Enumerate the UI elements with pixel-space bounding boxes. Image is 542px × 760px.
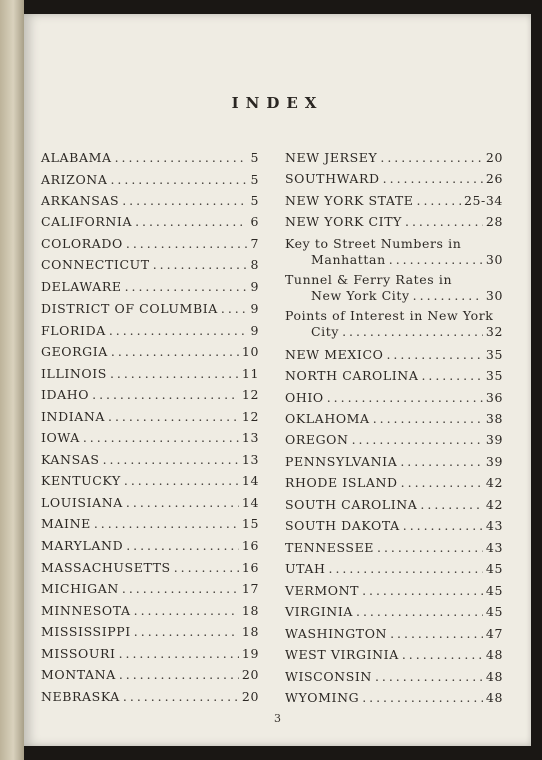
index-entry <box>285 193 503 209</box>
index-entry-name: OREGON <box>285 432 349 447</box>
index-entry-name: DISTRICT OF COLUMBIA <box>41 301 218 316</box>
index-entry <box>41 581 259 597</box>
index-entry-name: Points of Interest in New York <box>285 308 494 323</box>
index-entry-page: 16 <box>241 538 259 553</box>
index-entry <box>41 624 259 640</box>
index-entry-name-continued: City <box>311 324 340 339</box>
index-entry-name: Key to Street Numbers in <box>285 236 462 251</box>
index-entry-name: NEW MEXICO <box>285 347 384 362</box>
index-entry-name: Tunnel & Ferry Rates in <box>285 272 453 287</box>
index-entry <box>285 432 503 448</box>
dot-leader <box>401 475 483 491</box>
index-entry <box>285 561 503 577</box>
facing-page-edge <box>0 0 24 760</box>
dot-leader <box>108 409 239 425</box>
dot-leader <box>373 411 483 427</box>
dot-leader <box>122 581 239 597</box>
index-entry-page: 30 <box>485 252 503 267</box>
index-entry-name: NEW YORK CITY <box>285 214 402 229</box>
index-entry-name: IOWA <box>41 430 80 445</box>
index-entry-page: 42 <box>485 497 503 512</box>
dot-leader <box>400 454 483 470</box>
index-entry-page: 35 <box>485 368 503 383</box>
index-entry-name: CONNECTICUT <box>41 257 150 272</box>
dot-leader <box>134 624 239 640</box>
index-entry <box>285 368 503 384</box>
index-entry <box>285 347 503 363</box>
index-entry-page: 9 <box>250 301 259 316</box>
index-entry <box>41 430 259 446</box>
page-number: 3 <box>274 712 281 725</box>
index-entry-name: PENNSYLVANIA <box>285 454 398 469</box>
index-entry-page: 15 <box>241 516 259 531</box>
index-entry-page: 43 <box>485 518 503 533</box>
index-entry-page: 18 <box>241 603 259 618</box>
dot-leader <box>109 323 248 339</box>
index-entry-page: 5 <box>250 150 259 165</box>
index-entry-name: SOUTHWARD <box>285 171 380 186</box>
dot-leader <box>417 193 461 209</box>
index-entry <box>41 150 259 166</box>
index-entry-page: 26 <box>485 171 503 186</box>
index-entry <box>285 604 503 620</box>
index-entry-name: KANSAS <box>41 452 100 467</box>
dot-leader <box>110 172 247 188</box>
index-entry-name: IDAHO <box>41 387 90 402</box>
index-entry-page: 36 <box>485 390 503 405</box>
index-entry <box>285 647 503 663</box>
index-entry-name: WISCONSIN <box>285 669 372 684</box>
index-entry-page: 20 <box>485 150 503 165</box>
index-entry-page: 5 <box>250 172 259 187</box>
dot-leader <box>119 646 239 662</box>
index-entry-name: NEBRASKA <box>41 689 120 704</box>
index-entry <box>285 411 503 427</box>
index-entry <box>285 518 503 534</box>
index-entry-page: 8 <box>250 257 259 272</box>
index-entry-page: 32 <box>485 324 503 339</box>
index-entry-page: 7 <box>250 236 259 251</box>
index-entry-page: 12 <box>241 387 259 402</box>
index-entry-page: 48 <box>485 669 503 684</box>
dot-leader <box>327 390 483 406</box>
index-entry-page: 12 <box>241 409 259 424</box>
dot-leader <box>110 366 239 382</box>
index-entry <box>285 497 503 513</box>
index-entry <box>285 272 503 304</box>
index-entry-page: 39 <box>485 454 503 469</box>
index-entry-name: MAINE <box>41 516 91 531</box>
dot-leader <box>342 324 483 340</box>
index-entry-page: 48 <box>485 647 503 662</box>
index-entry <box>285 171 503 187</box>
dot-leader <box>413 288 483 304</box>
index-entry <box>41 409 259 425</box>
index-entry-name: WASHINGTON <box>285 626 388 641</box>
index-entry <box>41 689 259 705</box>
dot-leader <box>153 257 248 273</box>
dot-leader <box>375 669 483 685</box>
index-entry <box>41 279 259 295</box>
index-entry <box>41 387 259 403</box>
index-entry <box>41 214 259 230</box>
index-entry-page: 10 <box>241 344 259 359</box>
index-entry-name: GEORGIA <box>41 344 108 359</box>
index-entry <box>285 690 503 706</box>
index-entry <box>41 603 259 619</box>
index-entry-name: MISSOURI <box>41 646 116 661</box>
index-entry-name-continued: Manhattan <box>311 252 386 267</box>
index-entry-page: 39 <box>485 432 503 447</box>
index-entry <box>41 495 259 511</box>
index-entry-name: OKLAHOMA <box>285 411 370 426</box>
index-entry <box>41 193 259 209</box>
index-entry-page: 19 <box>241 646 259 661</box>
index-entry-page: 42 <box>485 475 503 490</box>
dot-leader <box>174 560 239 576</box>
index-entry-name: DELAWARE <box>41 279 122 294</box>
index-entry <box>285 308 503 340</box>
index-entry <box>41 301 259 317</box>
dot-leader <box>380 150 483 166</box>
index-entry <box>41 516 259 532</box>
index-entry-page: 25-34 <box>463 193 503 208</box>
index-entry-name: MASSACHUSETTS <box>41 560 171 575</box>
index-entry-name: SOUTH DAKOTA <box>285 518 400 533</box>
index-entry <box>41 667 259 683</box>
index-entry-page: 43 <box>485 540 503 555</box>
dot-leader <box>122 193 247 209</box>
index-entry-name: RHODE ISLAND <box>285 475 398 490</box>
index-entry-page: 9 <box>250 323 259 338</box>
index-entry-name: MISSISSIPPI <box>41 624 131 639</box>
index-entry-page: 28 <box>485 214 503 229</box>
index-entry <box>285 390 503 406</box>
index-entry-name: MINNESOTA <box>41 603 131 618</box>
index-entry-name: ARKANSAS <box>41 193 120 208</box>
dot-leader <box>125 279 248 295</box>
index-entry <box>285 626 503 642</box>
index-entry-name: CALIFORNIA <box>41 214 133 229</box>
index-entry-page: 9 <box>250 279 259 294</box>
index-entry-name: SOUTH CAROLINA <box>285 497 418 512</box>
page-title: INDEX <box>231 94 324 112</box>
index-entry-name: MICHIGAN <box>41 581 119 596</box>
dot-leader <box>403 518 483 534</box>
dot-leader <box>126 236 248 252</box>
index-entry-name: INDIANA <box>41 409 106 424</box>
dot-leader <box>119 667 239 683</box>
dot-leader <box>356 604 483 620</box>
index-entry-name: FLORIDA <box>41 323 106 338</box>
index-entry-name: ALABAMA <box>41 150 112 165</box>
index-entry-page: 30 <box>485 288 503 303</box>
index-entry-page: 11 <box>241 366 259 381</box>
dot-leader <box>111 344 239 360</box>
index-entry-name: MONTANA <box>41 667 116 682</box>
index-entry-name: OHIO <box>285 390 324 405</box>
index-entry-page: 20 <box>241 667 259 682</box>
index-entry <box>41 452 259 468</box>
index-entry-name: TENNESSEE <box>285 540 375 555</box>
index-entry <box>41 172 259 188</box>
index-entry-name: WYOMING <box>285 690 360 705</box>
index-entry <box>41 366 259 382</box>
index-entry <box>41 560 259 576</box>
index-entry-name: VERMONT <box>285 583 360 598</box>
dot-leader <box>115 150 248 166</box>
index-entry-page: 17 <box>241 581 259 596</box>
index-entry <box>41 344 259 360</box>
index-entry-name: MARYLAND <box>41 538 124 553</box>
index-entry-name: LOUISIANA <box>41 495 123 510</box>
index-entry-page: 13 <box>241 452 259 467</box>
index-entry <box>41 257 259 273</box>
dot-leader <box>329 561 483 577</box>
index-entry-page: 47 <box>485 626 503 641</box>
dot-leader <box>92 387 239 403</box>
index-entry-page: 45 <box>485 583 503 598</box>
index-entry-page: 45 <box>485 561 503 576</box>
dot-leader <box>126 538 239 554</box>
dot-leader <box>135 214 247 230</box>
index-entry <box>285 454 503 470</box>
index-entry <box>41 236 259 252</box>
index-entry-name: NEW JERSEY <box>285 150 378 165</box>
dot-leader <box>405 214 483 230</box>
dot-leader <box>83 430 239 446</box>
dot-leader <box>402 647 483 663</box>
index-entry <box>285 214 503 230</box>
dot-leader <box>386 347 482 363</box>
index-entry-name: ARIZONA <box>41 172 108 187</box>
index-entry-name: NEW YORK STATE <box>285 193 414 208</box>
index-entry-page: 13 <box>241 430 259 445</box>
index-entry-name: NORTH CAROLINA <box>285 368 419 383</box>
dot-leader <box>383 171 483 187</box>
index-entry <box>285 540 503 556</box>
dot-leader <box>420 497 482 513</box>
index-entry-page: 38 <box>485 411 503 426</box>
index-entry-page: 5 <box>250 193 259 208</box>
index-entry-page: 48 <box>485 690 503 705</box>
index-entry <box>285 669 503 685</box>
index-entry-page: 14 <box>241 495 259 510</box>
index-entry-name: ILLINOIS <box>41 366 107 381</box>
index-entry-name-continued: New York City <box>311 288 410 303</box>
index-entry-page: 6 <box>250 214 259 229</box>
index-entry <box>41 538 259 554</box>
index-entry <box>285 475 503 491</box>
index-page <box>24 14 531 746</box>
index-entry-page: 20 <box>241 689 259 704</box>
dot-leader <box>126 495 239 511</box>
index-entry <box>285 583 503 599</box>
dot-leader <box>377 540 483 556</box>
dot-leader <box>421 368 482 384</box>
dot-leader <box>221 301 248 317</box>
dot-leader <box>352 432 483 448</box>
index-entry-page: 18 <box>241 624 259 639</box>
dot-leader <box>134 603 239 619</box>
index-entry <box>41 323 259 339</box>
index-entry-page: 45 <box>485 604 503 619</box>
index-entry <box>41 646 259 662</box>
index-entry-name: UTAH <box>285 561 326 576</box>
dot-leader <box>389 252 483 268</box>
dot-leader <box>94 516 239 532</box>
dot-leader <box>390 626 483 642</box>
index-entry-page: 16 <box>241 560 259 575</box>
index-entry-name: COLORADO <box>41 236 123 251</box>
dot-leader <box>103 452 239 468</box>
index-entry <box>41 473 259 489</box>
dot-leader <box>124 473 239 489</box>
dot-leader <box>123 689 239 705</box>
index-entry-name: WEST VIRGINIA <box>285 647 399 662</box>
index-entry <box>285 236 503 268</box>
index-entry-page: 14 <box>241 473 259 488</box>
index-entry-name: KENTUCKY <box>41 473 121 488</box>
dot-leader <box>362 583 483 599</box>
index-entry <box>285 150 503 166</box>
index-entry-page: 35 <box>485 347 503 362</box>
dot-leader <box>362 690 483 706</box>
index-entry-name: VIRGINIA <box>285 604 354 619</box>
